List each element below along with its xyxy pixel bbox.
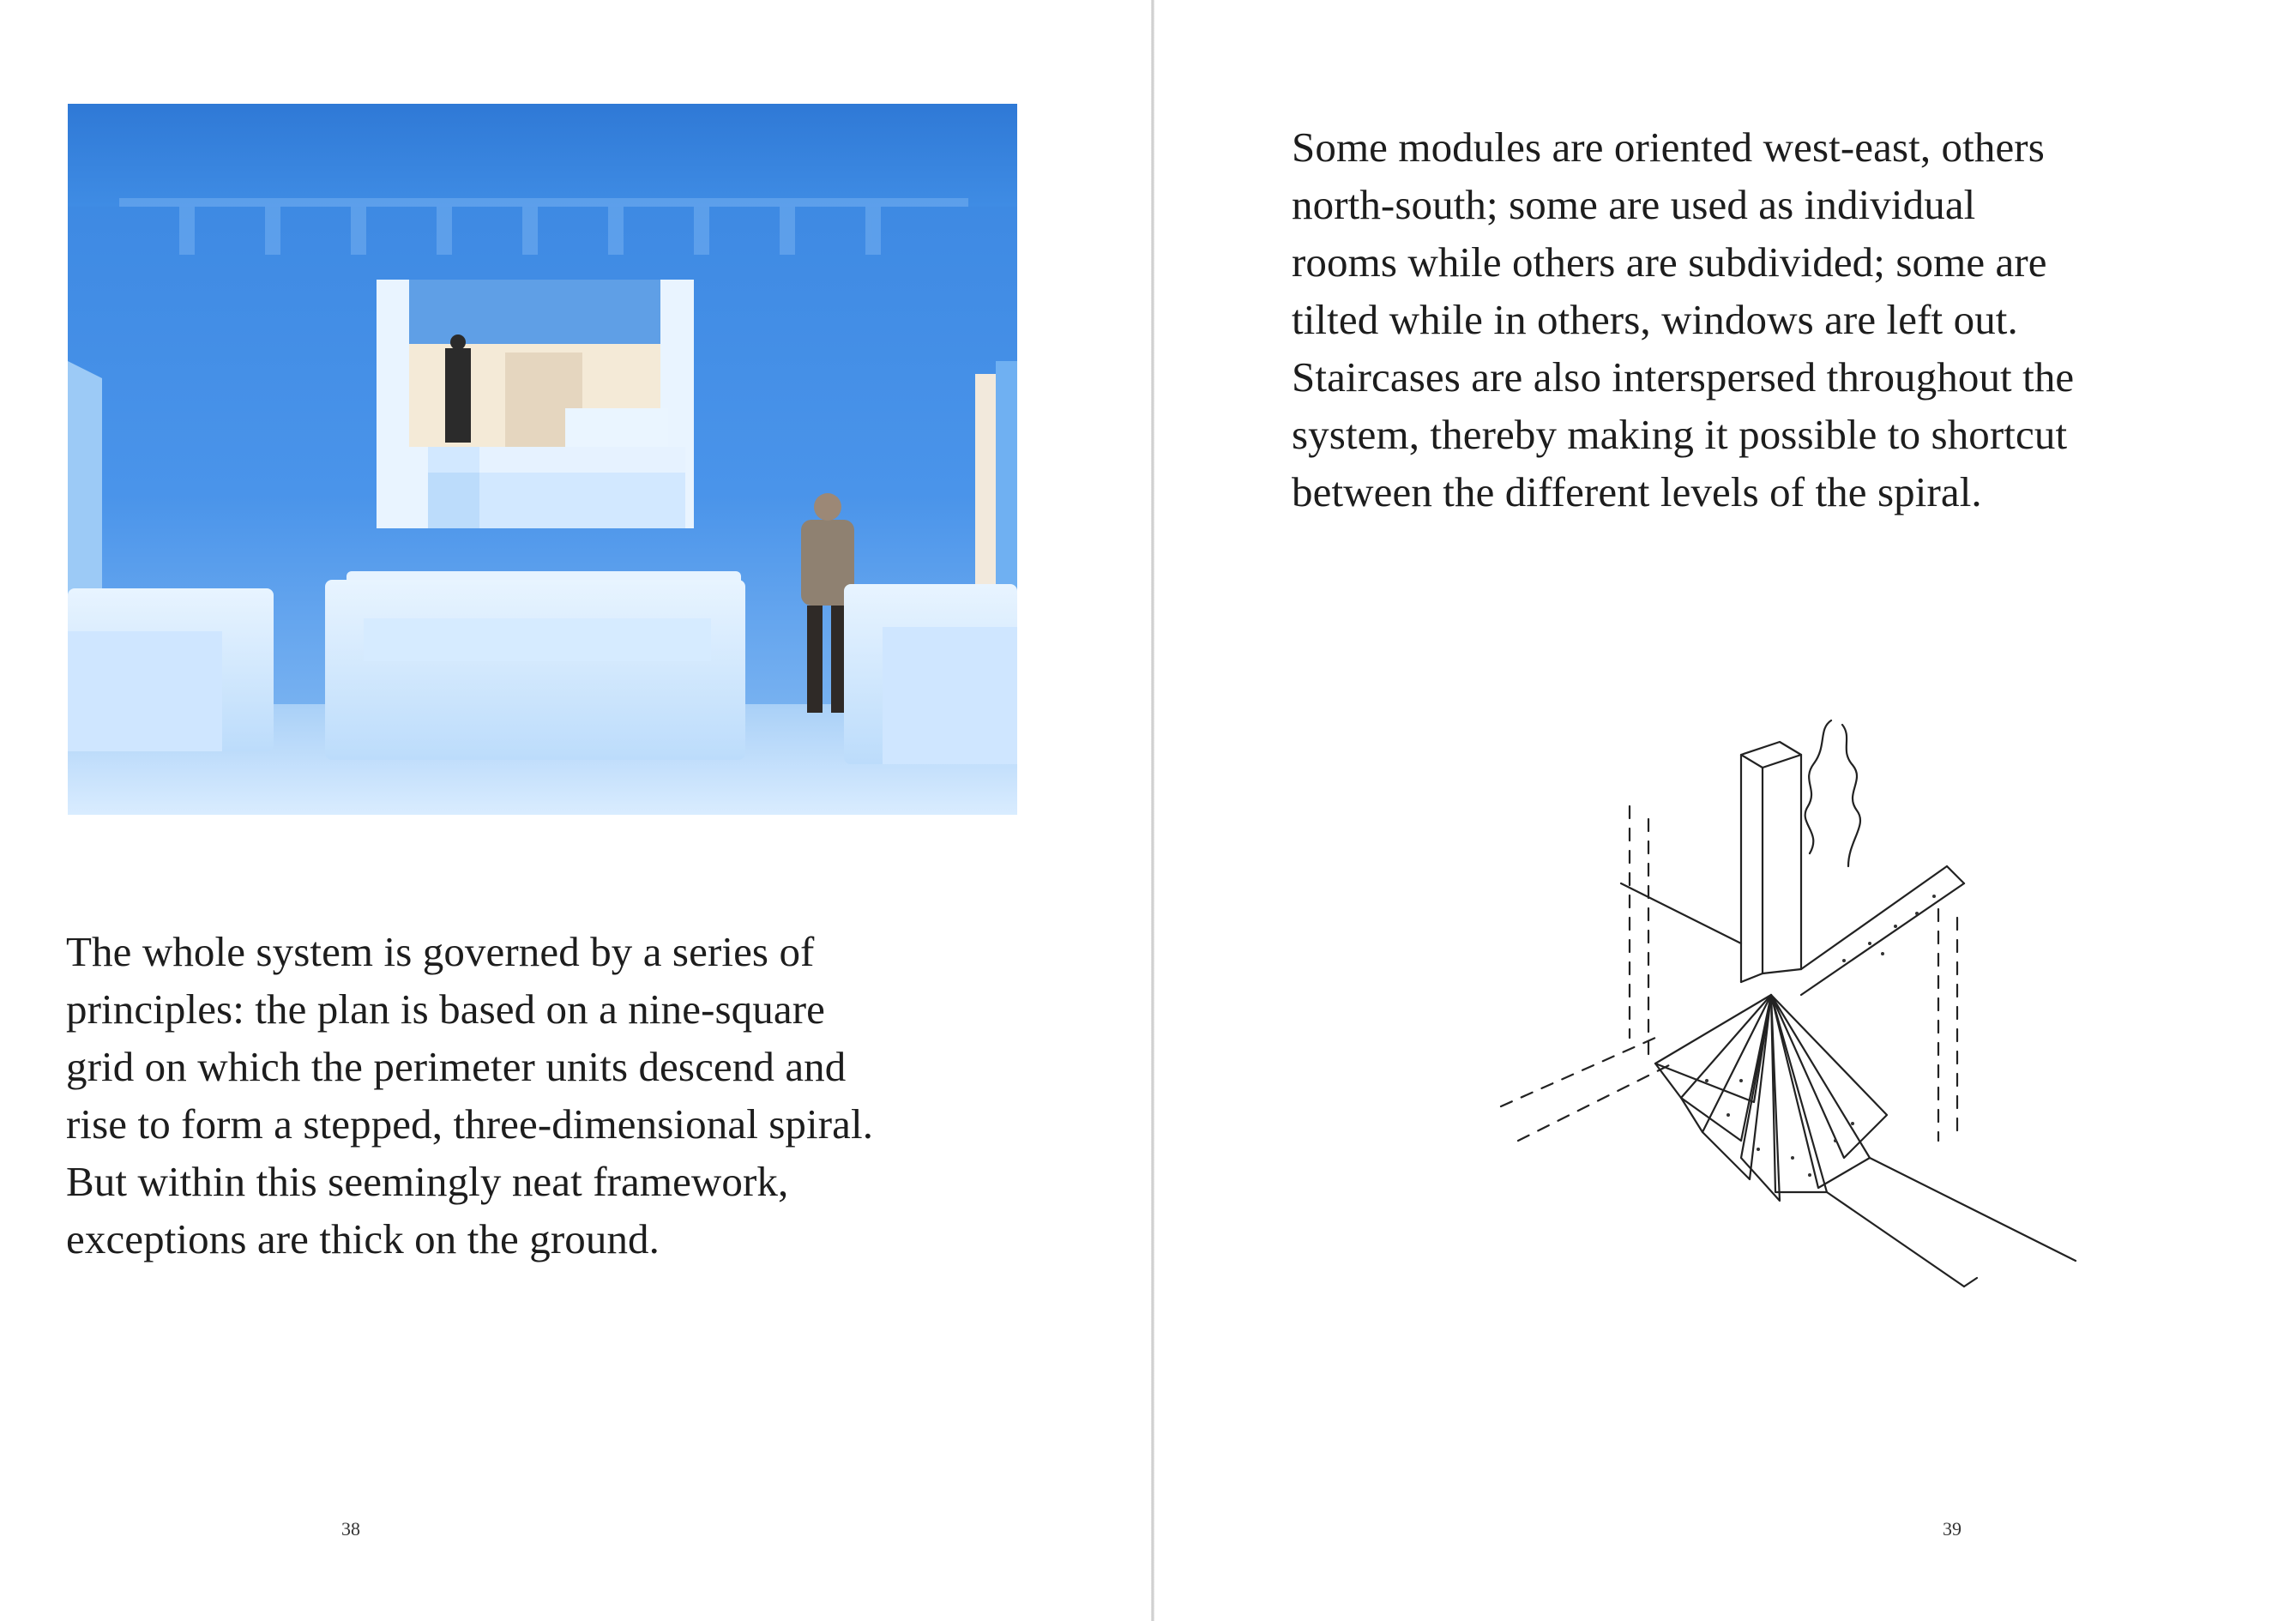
text-line: system, thereby making it possible to shortcut <box>1292 411 2068 458</box>
staircase-sketch <box>1484 712 2084 1295</box>
text-line: tilted while in others, windows are left out. <box>1292 296 2018 343</box>
blue-foam-model-photo <box>68 104 1017 815</box>
text-line: between the different levels of the spiral. <box>1292 468 1982 515</box>
text-line: The whole system is governed by a series of <box>66 928 815 975</box>
text-line: north-south; some are used as individual <box>1292 181 1976 228</box>
text-line: exceptions are thick on the ground. <box>66 1215 660 1262</box>
text-line: But within this seemingly neat framework, <box>66 1158 789 1205</box>
page-number-right: 39 <box>1943 1518 1962 1540</box>
left-paragraph <box>66 923 873 1268</box>
text-line: rooms while others are subdivided; some are <box>1292 238 2047 286</box>
page-number-left: 38 <box>341 1518 360 1540</box>
text-line: rise to form a stepped, three-dimensional spiral. <box>66 1100 874 1148</box>
text-line: principles: the plan is based on a nine-square <box>66 985 825 1033</box>
text-line: grid on which the perimeter units descend and <box>66 1043 847 1090</box>
right-paragraph <box>1292 118 2074 521</box>
text-line: Some modules are oriented west-east, others <box>1292 124 2045 171</box>
text-line: Staircases are also interspersed throughout the <box>1292 353 2075 401</box>
